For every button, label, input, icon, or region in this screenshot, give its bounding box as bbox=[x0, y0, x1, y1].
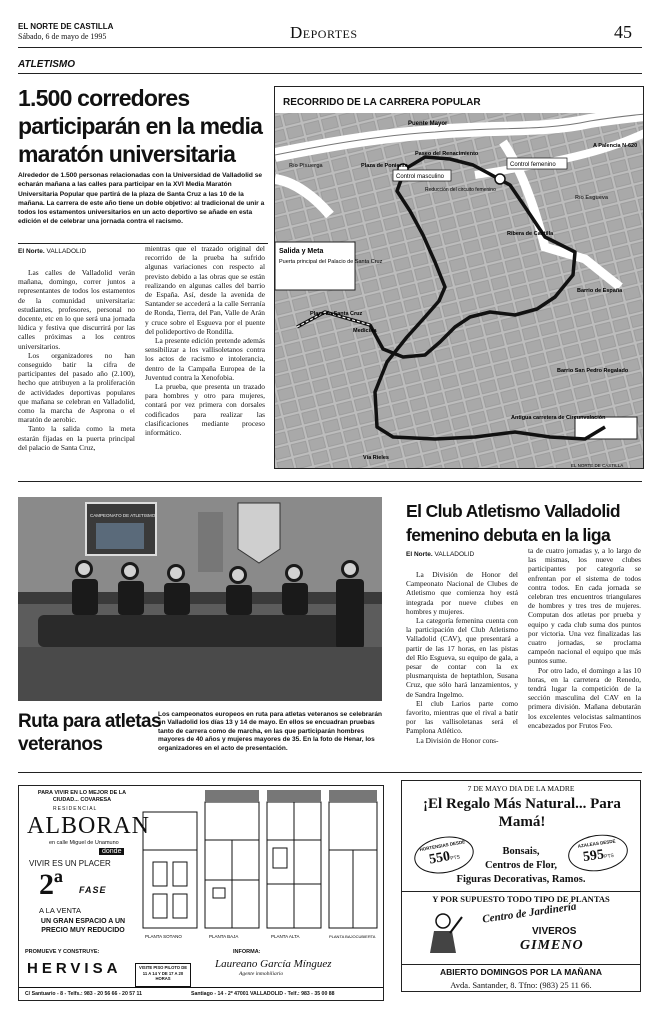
race-route-map bbox=[274, 86, 644, 469]
ad-brand: ALBORAN bbox=[27, 813, 151, 839]
byline-source: El Norte. bbox=[406, 551, 433, 558]
map-label: Plaza de Santa Cruz bbox=[310, 311, 363, 317]
ad-tagline: PARA VIVIR EN LO MEJOR DE LA CIUDAD... COVARESA bbox=[37, 790, 127, 803]
ad-informa: INFORMA: bbox=[233, 949, 261, 955]
paragraph: La categoría femenina cuenta con la participación del Club Atletismo Valladolid (CAV), que presentará a partir de las 17 horas, en las pistas del Río Esgueva, su equipo de gala, a pesar de contar con la ex plusmarquista de heptathlon, Susana Cruz, que sólo hará lanzamientos, y de Sandra Ingelmo. bbox=[406, 616, 518, 699]
map-label: Reducción del circuito femenino bbox=[425, 187, 496, 193]
issue-date: Sábado, 6 de mayo de 1995 bbox=[18, 32, 107, 41]
paragraph: Las calles de Valladolid verán mañana, domingo, correr juntos a representantes de todos los estamentos de la comunidad universitaria: estudiantes, profesores, personal no docente, etc en lo que será una jornada lúdica y festiva que discurrirá por las calles próximas a los centros universitarios. bbox=[18, 268, 135, 351]
headline-marathon: 1.500 corredores participarán en la media maratón universitaria bbox=[18, 85, 263, 167]
map-label: Medicina bbox=[353, 328, 377, 334]
plan-label: PLANTA BAJOCUBIERTA bbox=[329, 934, 376, 939]
map-label: Río Pisuerga bbox=[289, 163, 323, 169]
ad-vivir: VIVIR ES UN PLACER bbox=[29, 859, 111, 868]
page-number: 45 bbox=[614, 22, 632, 42]
ad-address: en calle Miguel de Unamuno bbox=[49, 840, 119, 846]
byline-marathon bbox=[18, 248, 86, 255]
ad2-item: Centros de Flor, bbox=[484, 860, 558, 871]
plan-label: PLANTA ALTA bbox=[271, 934, 300, 939]
ad2-centro: Centro de Jardinería bbox=[481, 900, 578, 926]
map-label: Plaza de Poniente bbox=[361, 163, 408, 169]
lede-marathon: Alrededor de 1.500 personas relacionadas con la Universidad de Valladolid se echarán mañana a las calles para participar en la XVI Media Maratón Universitaria Popular que partirá de la plaza de Santa Cruz a las 10 de la mañana. La carrera de este año tiene un doble objetivo: al tradicional de unir a todos los estamentos universitarios en un acto deportivo se añade en esta edición el de celebrar una jornada contra el racismo. bbox=[18, 172, 265, 226]
badge-unit: PTS bbox=[603, 852, 615, 861]
map-label: Puente Mayor bbox=[408, 121, 448, 127]
kicker-rule bbox=[18, 73, 642, 74]
ad2-hours: ABIERTO DOMINGOS POR LA MAÑANA bbox=[440, 967, 602, 977]
article-kicker: ATLETISMO bbox=[18, 59, 76, 70]
ad2-viveros: VIVEROS bbox=[532, 926, 577, 937]
plan-label: PLANTA SOTANO bbox=[145, 934, 182, 939]
ad-promueve: PROMUEVE Y CONSTRUYE: bbox=[25, 949, 100, 955]
paragraph: mientras que el trazado original del recorrido de la prueba ha sufrido algunas variaciones con respecto al previsto debido a las obras que se están realizando en algunas calles del barrio de España. Así, desde la avenida de Santander se accederá a la calle Serranía de Ronda, Tierra, del Pan, Valle de Arán y cruce sobre el Esgueva por el puente del polideportivo de Rondilla. bbox=[145, 244, 265, 336]
map-label: Barrio San Pedro Regalado bbox=[557, 368, 629, 374]
map-title: RECORRIDO DE LA CARRERA POPULAR bbox=[283, 97, 481, 108]
ad-agent: Laureano García Mínguez bbox=[215, 958, 332, 970]
ad-stamp: VISITE PISO PILOTO DE 11 A 14 Y DE 17 A 20 HORAS bbox=[135, 963, 191, 987]
paragraph: Por otro lado, el domingo a las 10 horas, en la carretera de Renedo, tendrá lugar la competición de la sección masculina del CAV en la primera división. Mañana debutarán los excelentes velocistas salmantinos encabezados por Frutos Feo. bbox=[528, 665, 641, 730]
badge-price: 550 bbox=[427, 849, 452, 868]
ad-fase-number: 2ª bbox=[39, 868, 63, 901]
badge-unit: PTS bbox=[449, 854, 461, 862]
screen-text: CAMPEONATO DE ATLETISMO bbox=[90, 513, 156, 518]
map-label: Salida y Meta bbox=[279, 248, 324, 255]
control-femenino-marker bbox=[495, 174, 505, 184]
ad2-rule bbox=[402, 891, 640, 892]
byline-club bbox=[406, 551, 474, 558]
masthead-rule bbox=[18, 47, 642, 48]
byline-source: El Norte. bbox=[18, 248, 45, 255]
paragraph: La División de Honor del Campeonato Nacional de Clubes de Atletismo que comienza hoy está integrada por nueve clubes en hombres y mujeres. bbox=[406, 570, 518, 616]
ad-espacio: UN GRAN ESPACIO A UN PRECIO MUY REDUCIDO bbox=[40, 918, 126, 934]
map-label: A Palencia N-620 bbox=[593, 143, 638, 149]
paragraph: Los organizadores no han conseguido batir la cifra de participantes del pasado año (2.100), hecho que atribuyen a la proliferación de actividades deportivas populares que mañana se celebran en Valladolid, como la marcha de Asprona o el maratón de aerobic. bbox=[18, 350, 135, 425]
caption-veterans: Los campeonatos europeos en ruta para atletas veteranos se celebrarán en Valladolid los días 13 y 14 de mayo. En ellos se encuadran pruebas tanto de carrera como de marcha, en las que participarán hombres mayores de 40 años y mujeres mayores de 35. En la foto de Henar, los organizadores en el acto de presentación. bbox=[158, 711, 382, 752]
ad2-headline: ¡El Regalo Más Natural... Para Mamá! bbox=[423, 796, 621, 830]
map-label: Río Esgueva bbox=[575, 195, 609, 201]
map-graphic bbox=[275, 87, 644, 469]
map-label: Ribera de Castilla bbox=[507, 231, 554, 237]
paragraph: La División de Honor cons- bbox=[416, 735, 499, 745]
ad-alboran bbox=[18, 785, 384, 1001]
photo-graphic bbox=[18, 497, 382, 701]
ad2-rule-bottom bbox=[402, 964, 640, 965]
column-marathon-1 bbox=[18, 268, 135, 452]
map-label: Paseo del Renacimiento bbox=[415, 151, 479, 157]
paragraph: La presente edición pretende además sensibilizar a los vallisoletanos contra los actos de racismo e intolerancia, dentro de la Campaña Europea de la Juventud contra la Xenofobia. bbox=[145, 336, 265, 382]
ad-footer-left: C/ Santuario - 8 - Telfs.: 983 - 20 56 66 - 20 57 11 bbox=[25, 991, 142, 997]
masthead bbox=[18, 22, 113, 42]
ad-venta: A LA VENTA bbox=[39, 906, 81, 915]
ad2-topline: 7 DE MAYO DIA DE LA MADRE bbox=[467, 784, 575, 793]
paragraph: El club Larios parte como favorito, mientras que el rival a batir por las vallisoletanas será el Pamplona Atlético. bbox=[406, 698, 518, 736]
paragraph: La prueba, que presenta un trazado para hombres y otro para mujeres, contará por vez primera con dorsales codificados para realizar las clasificaciones mediante proceso informático. bbox=[145, 382, 265, 438]
ad-viveros-gimeno bbox=[401, 780, 641, 992]
section-rule bbox=[18, 481, 642, 482]
map-label: Barrio de España bbox=[577, 288, 623, 294]
ad2-brand: GIMENO bbox=[520, 938, 584, 953]
ad2-items bbox=[402, 845, 640, 887]
map-label: Antigua carretera de Circunvalación bbox=[511, 415, 606, 421]
map-label: Control masculino bbox=[396, 174, 445, 180]
ad-residencial: RESIDENCIAL bbox=[53, 806, 98, 812]
ad-footer bbox=[19, 987, 383, 1000]
conference-table bbox=[38, 615, 348, 647]
gardener-icon bbox=[420, 909, 466, 955]
badge-title: HORTENSIAS DESDE bbox=[419, 839, 466, 853]
floor-plans bbox=[139, 790, 381, 940]
ad-donde: donde bbox=[99, 848, 124, 855]
section-title: Deportes bbox=[290, 23, 358, 42]
paragraph: ta de cuatro jornadas y, a lo largo de las mismas, los nueve clubes participantes por categoría se enfrentan por el sistema de todos contra todos. En cada jornada se celebran tres encuentros triangulares de hombres y tres tres de mujeres. Computan dos atletas por prueba y equipo y cada club suma dos puntos por victoria. Una vez finalizadas las cuatro jornadas, se proclama campeón nacional el equipo que más puntos sume. bbox=[528, 546, 641, 666]
map-label: Vía Rieles bbox=[363, 455, 389, 461]
headline-club: El Club Atletismo Valladolid femenino debuta en la liga bbox=[406, 501, 620, 545]
ad2-item: Bonsais, bbox=[502, 846, 540, 857]
ads-rule bbox=[18, 772, 642, 773]
ad2-plants: Y POR SUPUESTO TODO TIPO DE PLANTAS bbox=[432, 894, 610, 904]
column-marathon-2 bbox=[145, 244, 265, 437]
column-club-1 bbox=[406, 570, 518, 745]
paragraph: Tanto la salida como la meta estarán fijadas en la puerta principal del palacio de Santa Cruz, bbox=[18, 424, 135, 452]
ad-fase: FASE bbox=[79, 885, 107, 895]
press-conference-photo bbox=[18, 497, 382, 701]
byline-city: VALLADOLID bbox=[434, 551, 475, 558]
map-credit: EL NORTE DE CASTILLA bbox=[571, 463, 624, 468]
badge-title: AZALEAS DESDE bbox=[577, 838, 616, 849]
headline-veterans: Ruta para atletas veteranos bbox=[18, 711, 161, 755]
plan-label: PLANTA BAJA bbox=[209, 934, 239, 939]
ad2-address: Avda. Santander, 8. Tfno: (983) 25 11 66. bbox=[450, 980, 592, 990]
paper-name: EL NORTE DE CASTILLA bbox=[18, 22, 114, 31]
badge-price: 595 bbox=[582, 847, 605, 866]
ad-agent-sub: Agente inmobiliario bbox=[239, 971, 284, 977]
ad-constructor: HERVISA bbox=[27, 960, 122, 977]
column-club-2 bbox=[528, 546, 641, 730]
ad2-item: Figuras Decorativas, Ramos. bbox=[456, 874, 586, 885]
map-label: Puerta principal del Palacio de Santa Cruz bbox=[279, 259, 383, 265]
map-label: Control femenino bbox=[510, 162, 556, 168]
byline-city: VALLADOLID bbox=[46, 248, 87, 255]
ad-footer-right: Santiago - 14 - 2º 47001 VALLADOLID - Telf.: 983 - 35 00 88 bbox=[191, 991, 335, 997]
